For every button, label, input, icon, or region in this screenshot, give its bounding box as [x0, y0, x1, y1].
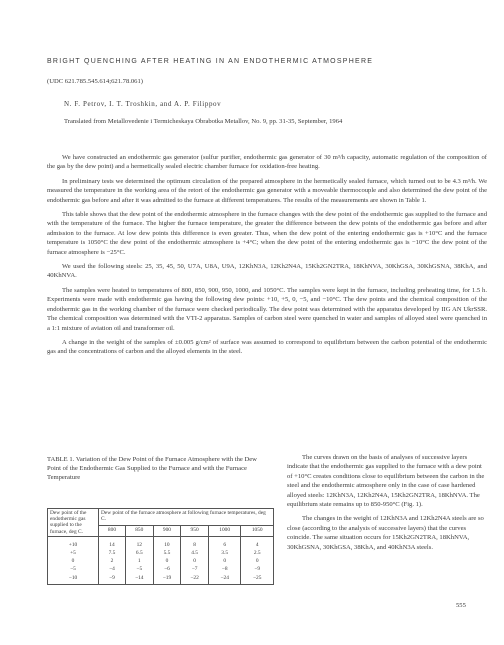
dew-cell: −5	[48, 565, 99, 573]
value-cell: −6	[153, 565, 181, 573]
value-cell: 0	[153, 557, 181, 565]
value-cell: −4	[99, 565, 126, 573]
temp-header: 1050	[241, 526, 274, 536]
table-row	[48, 574, 274, 585]
value-cell: −24	[208, 574, 241, 585]
value-cell: 2	[99, 557, 126, 565]
paragraph: The changes in the weight of 12KhN3A and 12Kh2N4A steels are so close (according to the analysis of successive layers) that the curves coincide. The same situation occurs for 15Kh2GN2TRA, 18KhNVA, 30KhGSNA, 30KhGSA, 38KhA, and 40KhN3A steels.	[287, 515, 484, 551]
value-cell: −5	[125, 565, 153, 573]
table-row	[48, 557, 274, 565]
value-cell: 0	[241, 557, 274, 565]
value-cell: 14	[99, 536, 126, 549]
temp-header: 1000	[208, 526, 241, 536]
authors: N. F. Petrov, I. T. Troshkin, and A. P. Filippov	[64, 100, 222, 108]
paragraph: We used the following steels: 25, 35, 45, 50, U7A, U8A, U9A, 12KhN3A, 12Kh2N4A, 15Kh2GN2TRA, 18KhNVA, 30KhGSA, 30KhGSNA, 38KhA, and 40KhNVA.	[47, 263, 487, 280]
table-row	[48, 536, 274, 549]
page-number: 555	[456, 602, 466, 609]
dew-cell: 0	[48, 557, 99, 565]
udc-code: (UDC 621.785.545.614;621.78.061)	[47, 78, 143, 85]
dew-cell: −10	[48, 574, 99, 585]
table-group-header: Dew point of the furnace atmosphere at following furnace temperatures, deg C.	[99, 509, 274, 526]
paragraph: We have constructed an endothermic gas generator (sulfur purifier, endothermic gas generator of 30 m³/h capacity, automatic regulation of the composition of the gas by the dew point) and a hermetically sealed electric chamber furnace for oxidation-free heating.	[47, 154, 487, 171]
value-cell: 2.5	[241, 549, 274, 557]
temp-header: 900	[153, 526, 181, 536]
table-corner-header: Dew point of the endothermic gas supplied to the furnace, deg C.	[48, 509, 99, 537]
value-cell: 0	[181, 557, 209, 565]
value-cell: 6	[208, 536, 241, 549]
value-cell: −22	[181, 574, 209, 585]
article-title: BRIGHT QUENCHING AFTER HEATING IN AN ENDOTHERMIC ATMOSPHERE	[47, 58, 374, 65]
paragraph: The curves drawn on the basis of analyses of successive layers indicate that the endothermic gas supplied to the furnace with a dew point of +10°C creates conditions close to equilibrium between the carbon in the steel and the endothermic atmosphere only in the case of case hardened alloyed steels: 12KhN3A, 12Kh2N4A, 15Kh2GN2TRA, 18KhNVA. The equilibrium state remains up to 850-950°C (Fig. 1).	[287, 454, 485, 509]
temp-header: 850	[125, 526, 153, 536]
temp-header: 950	[181, 526, 209, 536]
value-cell: 5.5	[153, 549, 181, 557]
value-cell: −25	[241, 574, 274, 585]
value-cell: 8	[181, 536, 209, 549]
table-row	[48, 565, 274, 573]
body-text	[47, 153, 487, 362]
paragraph: A change in the weight of the samples of ±0.005 g/cm² of surface was assumed to correspond to equilibrium between the carbon potential of the endothermic gas and the concentrations of carbon and the alloyed elements in the steel.	[47, 338, 487, 356]
value-cell: 4.5	[181, 549, 209, 557]
paragraph: This table shows that the dew point of the endothermic atmosphere in the furnace changes with the dew point of the endothermic gas supplied to the furnace and with the temperature of the furnace. The higher the furnace temperature, the greater the difference between the dew points of the endothermic gas before and after admission to the furnace. At low dew points this difference is even greater. Thus, when the dew point of the entering endothermic gas is +10°C and the furnace temperature is 1050°C the dew point of the endothermic atmosphere is +4°C; when the dew point of the entering endothermic gas is −10°C the dew point of the furnace atmosphere is −25°C.	[47, 211, 487, 256]
value-cell: 3.5	[208, 549, 241, 557]
value-cell: −7	[181, 565, 209, 573]
value-cell: 7.5	[99, 549, 126, 557]
value-cell: −9	[99, 574, 126, 585]
value-cell: −19	[153, 574, 181, 585]
value-cell: 1	[125, 557, 153, 565]
value-cell: −9	[241, 565, 274, 573]
paragraph: In preliminary tests we determined the optimum circulation of the prepared atmosphere in the hermetically sealed furnace, which turned out to be 4.3 m³/h. We measured the temperature in the working area of the retort of the endothermic gas generator with a moveable thermocouple and also determined the dew point of the endothermic gas before and after it was admitted to the furnace at different temperatures. The results of the measurements are shown in Table 1.	[47, 177, 487, 204]
value-cell: 0	[208, 557, 241, 565]
value-cell: −14	[125, 574, 153, 585]
source-citation: Translated from Metallovedenie i Termicheskaya Obrabotka Metallov, No. 9, pp. 31-35, September, 1964	[64, 118, 343, 125]
value-cell: −8	[208, 565, 241, 573]
value-cell: 6.5	[125, 549, 153, 557]
paragraph: The samples were heated to temperatures of 800, 850, 900, 950, 1000, and 1050°C. The samples were kept in the furnace, including preheating time, for 1.5 h. Experiments were made with endothermic gas having the following dew points: +10, +5, 0, −5, and −10°C. The dew points and the chemical composition of the endothermic gas in the working chamber of the furnace were checked periodically. The dew point was determined with the apparatus developed by IIG AN UkrSSR. The chemical composition was determined with the VTI-2 apparatus. Samples of carbon steel were quenched in water and samples of alloyed steel were quenched in a 1:1 mixture of aviation oil and transformer oil.	[47, 286, 487, 332]
dew-point-table	[47, 508, 274, 585]
value-cell: 10	[153, 536, 181, 549]
table-caption: TABLE 1. Variation of the Dew Point of the Furnace Atmosphere with the Dew Point of the Endothermic Gas Supplied to the Furnace and with the Furnace Temperature	[47, 456, 257, 482]
temp-header: 800	[99, 526, 126, 536]
value-cell: 12	[125, 536, 153, 549]
dew-cell: +5	[48, 549, 99, 557]
value-cell: 4	[241, 536, 274, 549]
table-row	[48, 549, 274, 557]
dew-cell: +10	[48, 536, 99, 549]
right-column-text	[287, 453, 487, 557]
